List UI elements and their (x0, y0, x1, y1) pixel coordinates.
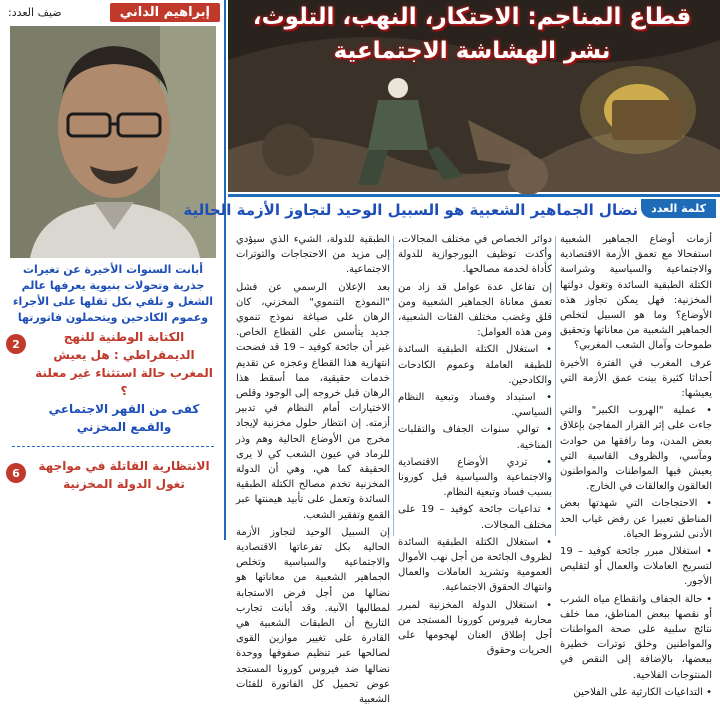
main-headline-line-2: نشر الهشاشة الاجتماعية (333, 38, 611, 64)
article-column-1 (560, 232, 712, 698)
guest-portrait-photo (10, 26, 216, 258)
section-label: كلمة العدد (641, 199, 716, 218)
paragraph: • استغلال الدولة المخزنية لمبرر محاربة فيروس كورونا المستجد من أجل إطلاق العنان لهجومها على الحريات وحقوق (398, 599, 552, 657)
guest-teaser-text: أبانت السنوات الأخيرة عن تغيرات جذرية وتحولات بنيوية يعرفها عالم الشغل و تلقي بكل ثقلها على الأجراء وعموم الكادحين ويتحملون فاتورتها (12, 263, 214, 324)
sidebar-headline-title: الكتابة الوطنية للنهج الديمقراطي : هل يعيش المغرب حالة استثناء غير معلنة ؟ (35, 330, 213, 398)
left-sidebar (0, 0, 226, 540)
paragraph: • استغلال الكتلة الطبقية السائدة للطبقة العاملة وعموم الكادحات والكادحين. (398, 344, 552, 386)
article-column-2 (398, 232, 552, 657)
paragraph: • استغلال مبرر جائحة كوفيد – 19 لتسريح العاملات والعمال أو لتقليص الأجور. (560, 546, 712, 588)
paragraph: • استغلال الكتلة الطبقية السائدة لظروف الجائحة من أجل نهب الأموال العمومية وتشريد العاملات والعمال وانتهاك الحقوق الاجتماعية. (398, 536, 552, 594)
paragraph: دوائر الخصاص في مختلف المجالات، وأكدت توظيف البورجوازية للدولة كأداة لخدمة مصالحها. (398, 234, 552, 276)
main-headline-line-1: قطاع المناجم: الاحتكار، النهب، التلوث، (252, 4, 692, 30)
paragraph: • توالي سنوات الجفاف والتقلبات المناخية. (398, 424, 552, 451)
paragraph: الطبقية للدولة، الشيء الذي سيؤدي إلى مزيد من الاحتجاجات والتوترات الاجتماعية. (236, 234, 390, 276)
paragraph: إن السبيل الوحيد لتجاوز الأزمة الحالية بكل تفرعاتها الاقتصادية والاجتماعية والسياسية وتخلص الجماهير الشعبية من معاناتها هو نضالها من أجل فرض الاستجابة لمطالبها الآنية. وقد أبانت تجارب التاريخ أن الطبقات الشعبية هي القادرة على تغيير موازين القوى لصالحها عبر تنظيم صفوفها ووحدة نضالها ضد فيروس كورونا المستجد عوض تحميل كل الفاتورة للفئات الشعبية (236, 526, 390, 706)
paragraph: • تردي الأوضاع الاقتصادية والاجتماعية والسياسية قبل كورونا بسبب فساد وتبعية النظام. (398, 456, 552, 499)
paragraph: أزمات أوضاع الجماهير الشعبية استفحالا مع تعمق الأزمة الاقتصادية والاجتماعية والسياسية وشراسة الكتلة الطبقية السائدة وتغول دولتها المخزنية: فهل يمكن تجاوز هذه الأوضاع؟ وما هو السبيل لتخلص الجماهير الشعبية من معاناتها وتحقيق طموحات وآمال الشعب المغربي؟ (560, 234, 712, 352)
sidebar-headline-item[interactable] (4, 457, 222, 493)
editorial-title: نضال الجماهير الشعبية هو السبيل الوحيد لتجاوز الأزمة الحالية (183, 201, 638, 219)
sidebar-headlines (4, 328, 222, 503)
sidebar-headline-item[interactable] (4, 328, 222, 436)
page-number-badge: 6 (6, 463, 26, 483)
paragraph: • عملية "الهروب الكبير" والتي جاءت على إثر القرار المفاجئ بإغلاق بعض المدن، وما رافقها من حوادث ومآسي، والظروف القاسية التي يعيش فيها المواطنات والمواطنون العالقون والعالقات في الخارج. (560, 405, 712, 493)
paragraph: عرف المغرب في الفترة الأخيرة أحداثا كثيرة بينت عمق الأزمة التي يعيشها: (560, 357, 712, 400)
paragraph: إن تفاعل عدة عوامل قد زاد من تعمق معاناة الجماهير الشعبية ومن قلق وغضب مختلف الفئات الشعبية، ومن هذه العوامل: (398, 281, 552, 339)
sidebar-headline-title: الانتظارية القاتلة في مواجهة تغول الدولة المخزنية (38, 459, 210, 491)
guest-name: إبراهيم الداني (110, 3, 220, 22)
mine-photo-banner (228, 0, 720, 192)
editorial-header (183, 194, 720, 228)
guest-header (6, 0, 220, 24)
article-column-3 (236, 232, 390, 706)
sidebar-headline-subtitle: كفى من القهر الاجتماعي والقمع المخزني (48, 402, 200, 434)
paragraph: • تداعيات جائحة كوفيد – 19 على مختلف المجالات. (398, 504, 552, 531)
sidebar-divider (12, 446, 214, 447)
guest-label: ضيف العدد: (8, 5, 62, 19)
page-number-badge: 2 (6, 334, 26, 354)
paragraph: بعد الإعلان الرسمي عن فشل "النموذج التنموي" المخزني، كان الرهان على صياغة نموذج تنموي جديد يتأسس على القطاع الخاص. غير أن جائحة كوفيد – 19 قد فضحت انتهازية هذا القطاع وعجزه عن تقديم خدمات حقيقية، مما أسقط هذا الرهان قبل خروجه إلى الوجود وقلص الاختيارات أمام النظام في تدبير أزمته. إن انتظار حلول مخزنية لإيجاد مخرج من الأوضاع الحالية وهم وذر للرماد في عيون الشعب كي لا يرى الحقيقة كما هي، وهي أن الدولة المخزنية تخدم مصالح الكتلة الطبقية السائدة وتعمل على تأبيد هيمنتها عبر القمع وتفقير الشعب. (236, 281, 390, 521)
main-headline (242, 0, 702, 68)
paragraph: • حالة الجفاف وانقطاع مياه الشرب أو نقصها ببعض المناطق، مما خلف نتائج سلبية على صحة المواطنات والمواطنين وخلق توترات خطيرة ببعضها، بالإضافة إلى النقص في المنتوجات الفلاحية. (560, 593, 712, 681)
column-divider (555, 236, 556, 536)
paragraph: • استبداد وفساد وتبعية النظام السياسي. (398, 392, 552, 419)
portrait-illustration (10, 26, 216, 258)
paragraph: • الاحتجاجات التي شهدتها بعض المناطق تعبيرا عن رفض غياب الحد الأدنى لشروط الحياة. (560, 498, 712, 540)
column-divider (393, 236, 394, 536)
paragraph: • التداعيات الكارثية على الفلاحين (573, 686, 712, 698)
